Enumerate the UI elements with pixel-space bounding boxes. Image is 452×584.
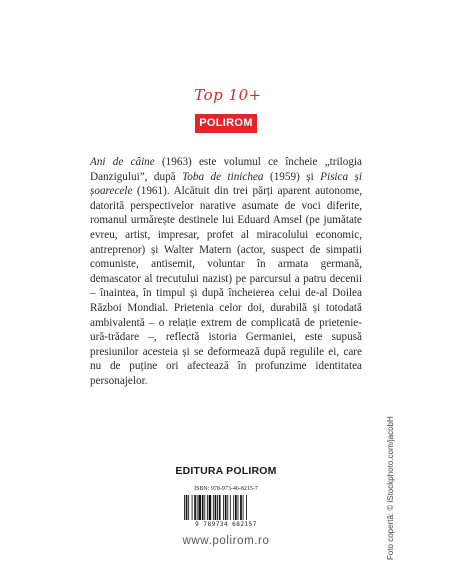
isbn-barcode-block (180, 486, 272, 530)
publisher-website: www.polirom.ro (182, 535, 270, 547)
photo-credit: Foto copertă: © iStockphoto.com/jacobH (386, 416, 395, 560)
barcode-icon (184, 495, 268, 520)
blurb-segment: Pisica și șoarecele (90, 170, 362, 198)
blurb-segment: (1961). Alcătuit din trei părți aparent autonome, datorită perspectivelor narative asumate de voci diferite, romanul urmărește destinele lui Eduard Amsel (pe jumătate evreu, artist, impresar, profet al miracolului economic, antreprenor) și Walter Matern (actor, suspect de simpatii comuniste, antisemit, voluntar în armata germană, demascator al trecutului nazist) pe parcursul a patru decenii – înaintea, în timpul și după încheierea celui de-al Doilea Război Mondial. Prietenia celor doi, durabilă și totodată ambivalentă – o relație extrem de complicată de prietenie-ură-trădare –, reflectă istoria Germaniei, este supusă presiunilor acesteia și se deformează după regulile ei, care nu de puține ori afectează în profunzime identitatea personajelor. (90, 185, 362, 387)
blurb-segment: (1959) și (263, 170, 321, 183)
isbn-label: ISBN: 978-973-46-8215-7 (194, 486, 258, 492)
blurb-segment: (1963) este volumul ce încheie „trilogia Danzigului”, după (90, 156, 362, 183)
barcode-digits: 9 789734 682157 (195, 521, 257, 528)
blurb-segment: Toba de tinichea (182, 170, 264, 183)
publisher-badge: POLIROM (195, 114, 257, 133)
back-cover-blurb (90, 155, 362, 389)
blurb-segment: Ani de câine (90, 156, 155, 168)
series-logo: Top 10+ (194, 86, 262, 104)
publisher-name: EDITURA POLIROM (175, 465, 277, 477)
